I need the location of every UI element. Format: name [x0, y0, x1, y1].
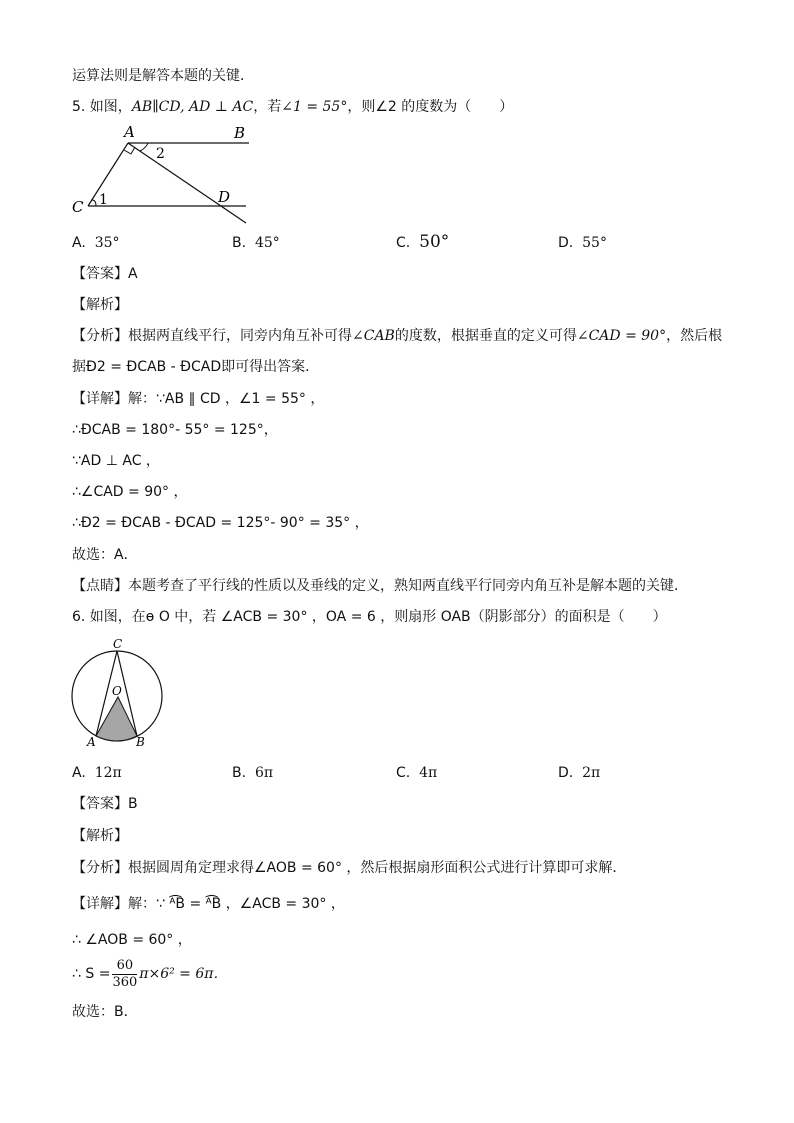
q6-label-c: C [113, 637, 123, 651]
q6-fraction: $\frac{60}{360}$ [112, 957, 138, 990]
intro-text: 运算法则是解答本题的关键． [72, 68, 254, 84]
q6-option-d: D. 2π [558, 765, 601, 781]
q5-stem-pre: 5. 如图， [72, 99, 132, 115]
q6-analysis: 【分析】根据圆周角定理求得∠AOB = 60° ，然后根据扇形面积公式进行计算即可求解． [72, 860, 627, 876]
q6-option-a: A. 12π [72, 765, 122, 781]
q5-label-2: 2 [156, 146, 165, 162]
q5-dianjing: 【点睛】本题考查了平行线的性质以及垂线的定义，熟知两直线平行同旁内角互补是解本题的关键． [72, 578, 688, 594]
q5-answer: 【答案】A [72, 266, 138, 282]
q5-detail-4: ∴∠CAD = 90° ， [72, 484, 188, 500]
q5-label-b: B [234, 124, 246, 142]
q6-option-b: B. 6π [232, 765, 274, 781]
q5-label-a: A [124, 123, 135, 141]
q6-label-a: A [87, 735, 96, 749]
q5-option-c: C. 50° [396, 232, 450, 252]
q6-stem: 6. 如图，在ɵ O 中，若 ∠ACB = 30° ，OA = 6 ，则扇形 OAB（阴影部分）的面积是（ ） [72, 609, 667, 625]
q5-stem-mid: ，若 [253, 99, 282, 115]
q5-stem [72, 97, 513, 117]
q6-jiexi: 【解析】 [72, 828, 128, 844]
q5-stem-math2: ∠1 = 55° [281, 99, 348, 115]
q6-figure [66, 636, 176, 752]
q6-detail-3: ∴ S = $\frac{60}{360}$ π×6² = 6π． [72, 957, 228, 990]
q5-choose: 故选：A． [72, 547, 138, 563]
q5-figure [66, 120, 266, 230]
q6-label-o: O [112, 684, 122, 698]
q5-stem-post: ，则∠2 的度数为（ ） [347, 99, 514, 115]
q5-label-c: C [72, 198, 84, 216]
q5-detail-1: 【详解】解：∵AB ∥ CD ，∠1 = 55° ， [72, 391, 325, 407]
q5-option-b: B. 45° [232, 235, 280, 251]
q6-answer: 【答案】B [72, 796, 138, 812]
q5-label-1: 1 [99, 192, 108, 208]
q5-label-d: D [218, 188, 231, 206]
q5-analysis-line1: 【分析】根据两直线平行，同旁内角互补可得∠CAB的度数，根据垂直的定义可得∠CAD = 90°，然后根 [72, 328, 723, 344]
q5-detail-5: ∴Ð2 = ÐCAB - ÐCAD = 125°- 90° = 35° ， [72, 515, 369, 531]
q5-detail-2: ∴ÐCAB = 180°- 55° = 125°， [72, 422, 278, 438]
q5-detail-3: ∵AD ⊥ AC ， [72, 453, 160, 469]
q6-option-c: C. 4π [396, 765, 438, 781]
q5-stem-math: AB∥CD, AD ⊥ AC [131, 99, 254, 115]
q5-option-d: D. 55° [558, 235, 607, 251]
q6-detail-2: ∴ ∠AOB = 60° ， [72, 932, 192, 948]
q6-choose: 故选：B． [72, 1004, 138, 1020]
q6-detail-1: 【详解】解：∵ ᴬ͡B = ᴬ͡B ，∠ACB = 30° ， [72, 896, 345, 912]
q5-analysis-line2: 据Ð2 = ÐCAB - ÐCAD即可得出答案． [72, 359, 320, 375]
q5-jiexi: 【解析】 [72, 297, 128, 313]
q6-label-b: B [136, 735, 145, 749]
q5-option-a: A. 35° [72, 235, 120, 251]
